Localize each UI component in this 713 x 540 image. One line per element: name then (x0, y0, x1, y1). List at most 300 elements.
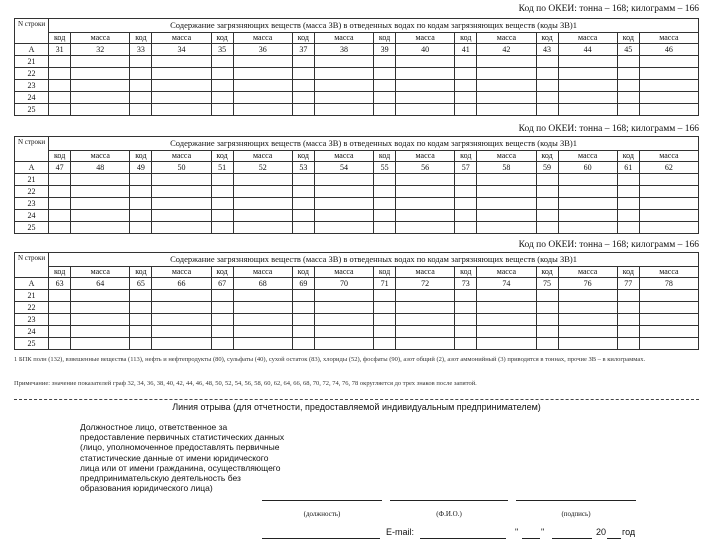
code-cell[interactable] (617, 56, 639, 68)
mass-cell[interactable] (396, 290, 455, 302)
code-cell[interactable] (130, 222, 152, 234)
code-cell[interactable] (617, 92, 639, 104)
code-cell[interactable] (374, 290, 396, 302)
mass-cell[interactable] (477, 338, 536, 350)
signature-field[interactable] (516, 500, 636, 501)
column-number: 34 (152, 44, 211, 56)
mass-cell[interactable] (314, 338, 373, 350)
code-cell[interactable] (292, 302, 314, 314)
code-cell[interactable] (536, 210, 558, 222)
code-cell[interactable] (536, 222, 558, 234)
mass-cell[interactable] (71, 338, 130, 350)
mass-cell[interactable] (396, 68, 455, 80)
mass-cell[interactable] (152, 80, 211, 92)
mass-cell[interactable] (152, 198, 211, 210)
code-cell[interactable] (130, 338, 152, 350)
mass-cell[interactable] (558, 302, 617, 314)
mass-cell[interactable] (639, 56, 698, 68)
mass-cell[interactable] (152, 314, 211, 326)
code-cell[interactable] (617, 68, 639, 80)
code-column-header: код (292, 267, 314, 278)
mass-cell[interactable] (396, 104, 455, 116)
code-cell[interactable] (211, 290, 233, 302)
column-number: 68 (233, 278, 292, 290)
mass-cell[interactable] (396, 174, 455, 186)
mass-column-header: масса (233, 151, 292, 162)
mass-cell[interactable] (314, 92, 373, 104)
row-number: 23 (15, 314, 49, 326)
mass-cell[interactable] (477, 186, 536, 198)
code-cell[interactable] (130, 326, 152, 338)
row-number: 22 (15, 186, 49, 198)
mass-cell[interactable] (233, 290, 292, 302)
mass-cell[interactable] (639, 80, 698, 92)
code-cell[interactable] (292, 186, 314, 198)
mass-cell[interactable] (477, 68, 536, 80)
mass-cell[interactable] (233, 104, 292, 116)
code-cell[interactable] (211, 198, 233, 210)
mass-cell[interactable] (558, 326, 617, 338)
row-number: 25 (15, 222, 49, 234)
table-row (15, 210, 699, 222)
row-number: 22 (15, 302, 49, 314)
mass-cell[interactable] (314, 326, 373, 338)
year-field[interactable] (607, 538, 621, 539)
code-cell[interactable] (455, 290, 477, 302)
code-cell[interactable] (536, 174, 558, 186)
code-cell[interactable] (211, 314, 233, 326)
row-number-header: N строки (15, 253, 49, 278)
column-number: 57 (455, 162, 477, 174)
code-cell[interactable] (49, 92, 71, 104)
code-cell[interactable] (455, 80, 477, 92)
code-cell[interactable] (49, 338, 71, 350)
column-number: 63 (49, 278, 71, 290)
mass-cell[interactable] (233, 198, 292, 210)
code-cell[interactable] (374, 104, 396, 116)
code-cell[interactable] (374, 198, 396, 210)
code-cell[interactable] (292, 198, 314, 210)
code-cell[interactable] (374, 92, 396, 104)
column-number: 36 (233, 44, 292, 56)
mass-cell[interactable] (233, 338, 292, 350)
mass-cell[interactable] (233, 210, 292, 222)
mass-column-header: масса (396, 33, 455, 44)
code-cell[interactable] (617, 290, 639, 302)
mass-cell[interactable] (314, 222, 373, 234)
mass-cell[interactable] (233, 174, 292, 186)
code-cell[interactable] (130, 104, 152, 116)
mass-cell[interactable] (71, 222, 130, 234)
code-cell[interactable] (617, 210, 639, 222)
column-number: 69 (292, 278, 314, 290)
mass-cell[interactable] (396, 314, 455, 326)
mass-cell[interactable] (558, 80, 617, 92)
mass-cell[interactable] (558, 104, 617, 116)
mass-cell[interactable] (152, 186, 211, 198)
mass-cell[interactable] (71, 174, 130, 186)
code-cell[interactable] (211, 56, 233, 68)
mass-cell[interactable] (152, 104, 211, 116)
code-cell[interactable] (536, 104, 558, 116)
mass-cell[interactable] (396, 198, 455, 210)
mass-cell[interactable] (639, 92, 698, 104)
mass-cell[interactable] (396, 338, 455, 350)
row-number: 21 (15, 56, 49, 68)
code-column-header: код (211, 151, 233, 162)
code-cell[interactable] (455, 92, 477, 104)
code-cell[interactable] (211, 222, 233, 234)
mass-cell[interactable] (314, 302, 373, 314)
mass-column-header: масса (477, 267, 536, 278)
mass-cell[interactable] (477, 92, 536, 104)
code-cell[interactable] (455, 104, 477, 116)
code-cell[interactable] (536, 80, 558, 92)
mass-cell[interactable] (71, 104, 130, 116)
mass-cell[interactable] (152, 302, 211, 314)
code-cell[interactable] (130, 80, 152, 92)
code-cell[interactable] (536, 326, 558, 338)
column-number: 47 (49, 162, 71, 174)
code-cell[interactable] (292, 92, 314, 104)
code-cell[interactable] (536, 338, 558, 350)
table-row (15, 56, 699, 68)
table-title: Содержание загрязняющих веществ (масса ЗВ) в отведенных водах по кодам загрязняющих веществ (коды ЗВ)1 (49, 19, 699, 33)
code-cell[interactable] (617, 186, 639, 198)
mass-cell[interactable] (396, 80, 455, 92)
code-cell[interactable] (49, 198, 71, 210)
code-cell[interactable] (49, 104, 71, 116)
mass-cell[interactable] (639, 68, 698, 80)
mass-cell[interactable] (558, 290, 617, 302)
email-field[interactable] (420, 538, 506, 539)
mass-column-header: масса (396, 267, 455, 278)
code-cell[interactable] (49, 210, 71, 222)
mass-cell[interactable] (152, 338, 211, 350)
code-cell[interactable] (455, 222, 477, 234)
code-cell[interactable] (617, 326, 639, 338)
mass-cell[interactable] (233, 326, 292, 338)
code-column-header: код (455, 267, 477, 278)
mass-cell[interactable] (233, 314, 292, 326)
mass-cell[interactable] (639, 198, 698, 210)
mass-cell[interactable] (639, 186, 698, 198)
column-number: 32 (71, 44, 130, 56)
code-cell[interactable] (211, 210, 233, 222)
mass-cell[interactable] (477, 80, 536, 92)
mass-cell[interactable] (558, 68, 617, 80)
mass-cell[interactable] (71, 80, 130, 92)
mass-cell[interactable] (314, 210, 373, 222)
code-cell[interactable] (374, 56, 396, 68)
code-cell[interactable] (130, 186, 152, 198)
code-cell[interactable] (130, 174, 152, 186)
mass-cell[interactable] (314, 198, 373, 210)
code-cell[interactable] (292, 80, 314, 92)
code-cell[interactable] (374, 174, 396, 186)
code-cell[interactable] (536, 290, 558, 302)
code-cell[interactable] (536, 302, 558, 314)
day-field[interactable] (522, 538, 540, 539)
mass-cell[interactable] (639, 222, 698, 234)
code-cell[interactable] (130, 56, 152, 68)
code-cell[interactable] (211, 104, 233, 116)
month-field[interactable] (552, 538, 592, 539)
mass-cell[interactable] (71, 186, 130, 198)
code-cell[interactable] (292, 338, 314, 350)
mass-cell[interactable] (152, 290, 211, 302)
mass-cell[interactable] (314, 56, 373, 68)
name-field[interactable] (390, 500, 508, 501)
code-cell[interactable] (211, 302, 233, 314)
code-cell[interactable] (49, 68, 71, 80)
mass-cell[interactable] (477, 174, 536, 186)
code-cell[interactable] (455, 326, 477, 338)
position-field[interactable] (262, 500, 382, 501)
code-cell[interactable] (536, 68, 558, 80)
code-cell[interactable] (536, 186, 558, 198)
mass-cell[interactable] (152, 68, 211, 80)
code-cell[interactable] (130, 92, 152, 104)
signature-caption: (подпись) (561, 510, 591, 518)
mass-cell[interactable] (314, 290, 373, 302)
code-cell[interactable] (211, 338, 233, 350)
position-caption: (должность) (303, 510, 341, 518)
mass-cell[interactable] (639, 302, 698, 314)
mass-cell[interactable] (477, 326, 536, 338)
mass-cell[interactable] (152, 210, 211, 222)
mass-cell[interactable] (396, 92, 455, 104)
code-cell[interactable] (374, 222, 396, 234)
mass-cell[interactable] (558, 338, 617, 350)
code-cell[interactable] (536, 198, 558, 210)
code-cell[interactable] (130, 198, 152, 210)
code-cell[interactable] (374, 326, 396, 338)
code-cell[interactable] (374, 68, 396, 80)
code-cell[interactable] (617, 80, 639, 92)
mass-column-header: масса (314, 151, 373, 162)
code-cell[interactable] (211, 92, 233, 104)
code-column-header: код (536, 267, 558, 278)
mass-cell[interactable] (639, 338, 698, 350)
mass-cell[interactable] (396, 326, 455, 338)
code-cell[interactable] (455, 302, 477, 314)
pollutant-table-2 (14, 136, 699, 234)
mass-column-header: масса (152, 267, 211, 278)
code-cell[interactable] (292, 68, 314, 80)
code-cell[interactable] (49, 56, 71, 68)
code-cell[interactable] (374, 80, 396, 92)
code-cell[interactable] (374, 338, 396, 350)
column-number: 78 (639, 278, 698, 290)
code-cell[interactable] (292, 222, 314, 234)
phone-field[interactable] (262, 538, 380, 539)
code-cell[interactable] (49, 80, 71, 92)
code-cell[interactable] (455, 314, 477, 326)
mass-cell[interactable] (314, 68, 373, 80)
mass-cell[interactable] (558, 186, 617, 198)
mass-cell[interactable] (71, 210, 130, 222)
column-number: 40 (396, 44, 455, 56)
mass-cell[interactable] (477, 56, 536, 68)
column-number: 35 (211, 44, 233, 56)
code-cell[interactable] (455, 68, 477, 80)
mass-cell[interactable] (152, 222, 211, 234)
code-cell[interactable] (130, 290, 152, 302)
code-cell[interactable] (211, 174, 233, 186)
mass-cell[interactable] (233, 92, 292, 104)
column-number: 52 (233, 162, 292, 174)
mass-cell[interactable] (233, 56, 292, 68)
mass-cell[interactable] (558, 198, 617, 210)
code-cell[interactable] (617, 104, 639, 116)
column-number: 60 (558, 162, 617, 174)
mass-cell[interactable] (152, 56, 211, 68)
mass-cell[interactable] (314, 314, 373, 326)
code-cell[interactable] (130, 314, 152, 326)
mass-cell[interactable] (396, 302, 455, 314)
mass-cell[interactable] (396, 210, 455, 222)
code-cell[interactable] (49, 222, 71, 234)
code-cell[interactable] (617, 314, 639, 326)
mass-cell[interactable] (558, 222, 617, 234)
mass-cell[interactable] (639, 290, 698, 302)
code-cell[interactable] (49, 174, 71, 186)
column-number: 61 (617, 162, 639, 174)
mass-cell[interactable] (477, 222, 536, 234)
column-number: 50 (152, 162, 211, 174)
code-cell[interactable] (536, 56, 558, 68)
mass-cell[interactable] (152, 92, 211, 104)
mass-cell[interactable] (152, 174, 211, 186)
code-cell[interactable] (617, 222, 639, 234)
column-number: 37 (292, 44, 314, 56)
mass-cell[interactable] (233, 80, 292, 92)
code-cell[interactable] (49, 314, 71, 326)
code-cell[interactable] (292, 56, 314, 68)
code-column-header: код (374, 267, 396, 278)
mass-cell[interactable] (314, 80, 373, 92)
code-cell[interactable] (292, 104, 314, 116)
code-cell[interactable] (211, 186, 233, 198)
mass-cell[interactable] (639, 104, 698, 116)
code-cell[interactable] (455, 210, 477, 222)
column-number: 48 (71, 162, 130, 174)
mass-cell[interactable] (233, 68, 292, 80)
mass-cell[interactable] (477, 290, 536, 302)
tear-line (14, 399, 699, 400)
quote-close: " (541, 527, 545, 537)
code-cell[interactable] (617, 198, 639, 210)
code-cell[interactable] (130, 302, 152, 314)
code-cell[interactable] (49, 186, 71, 198)
mass-cell[interactable] (477, 314, 536, 326)
table-row (15, 222, 699, 234)
code-cell[interactable] (455, 186, 477, 198)
code-cell[interactable] (617, 174, 639, 186)
code-cell[interactable] (292, 174, 314, 186)
mass-cell[interactable] (71, 92, 130, 104)
column-number: 66 (152, 278, 211, 290)
mass-cell[interactable] (558, 92, 617, 104)
code-cell[interactable] (455, 338, 477, 350)
code-cell[interactable] (617, 338, 639, 350)
code-cell[interactable] (49, 326, 71, 338)
mass-cell[interactable] (477, 198, 536, 210)
code-cell[interactable] (374, 314, 396, 326)
code-cell[interactable] (455, 198, 477, 210)
code-cell[interactable] (130, 210, 152, 222)
code-cell[interactable] (211, 80, 233, 92)
code-cell[interactable] (536, 92, 558, 104)
code-cell[interactable] (374, 186, 396, 198)
mass-cell[interactable] (558, 210, 617, 222)
code-cell[interactable] (49, 302, 71, 314)
column-number: 65 (130, 278, 152, 290)
mass-cell[interactable] (477, 210, 536, 222)
mass-cell[interactable] (477, 302, 536, 314)
code-cell[interactable] (292, 326, 314, 338)
year-prefix: 20 (596, 527, 607, 537)
code-cell[interactable] (374, 302, 396, 314)
mass-cell[interactable] (639, 210, 698, 222)
mass-column-header: масса (233, 33, 292, 44)
mass-cell[interactable] (314, 186, 373, 198)
row-number: 22 (15, 68, 49, 80)
code-cell[interactable] (211, 68, 233, 80)
code-cell[interactable] (211, 326, 233, 338)
code-cell[interactable] (49, 290, 71, 302)
mass-cell[interactable] (477, 104, 536, 116)
mass-cell[interactable] (71, 56, 130, 68)
code-cell[interactable] (292, 210, 314, 222)
code-cell[interactable] (374, 210, 396, 222)
mass-cell[interactable] (314, 104, 373, 116)
code-column-header: код (536, 33, 558, 44)
mass-cell[interactable] (558, 56, 617, 68)
mass-cell[interactable] (558, 174, 617, 186)
mass-cell[interactable] (639, 326, 698, 338)
mass-column-header: масса (314, 33, 373, 44)
mass-cell[interactable] (314, 174, 373, 186)
code-cell[interactable] (617, 302, 639, 314)
mass-cell[interactable] (639, 314, 698, 326)
mass-cell[interactable] (639, 174, 698, 186)
code-cell[interactable] (130, 68, 152, 80)
code-cell[interactable] (292, 314, 314, 326)
table-row (15, 290, 699, 302)
mass-cell[interactable] (71, 302, 130, 314)
code-cell[interactable] (455, 174, 477, 186)
tear-line-title: Линия отрыва (для отчетности, предоставляемой индивидуальным предпринимателем) (172, 402, 541, 412)
mass-cell[interactable] (558, 314, 617, 326)
mass-cell[interactable] (396, 222, 455, 234)
mass-cell[interactable] (71, 290, 130, 302)
code-cell[interactable] (292, 290, 314, 302)
mass-cell[interactable] (233, 186, 292, 198)
mass-cell[interactable] (152, 326, 211, 338)
code-cell[interactable] (455, 56, 477, 68)
mass-cell[interactable] (71, 68, 130, 80)
mass-cell[interactable] (233, 302, 292, 314)
mass-cell[interactable] (71, 314, 130, 326)
mass-cell[interactable] (71, 198, 130, 210)
mass-cell[interactable] (71, 326, 130, 338)
mass-cell[interactable] (396, 56, 455, 68)
mass-cell[interactable] (396, 186, 455, 198)
mass-cell[interactable] (233, 222, 292, 234)
code-cell[interactable] (536, 314, 558, 326)
